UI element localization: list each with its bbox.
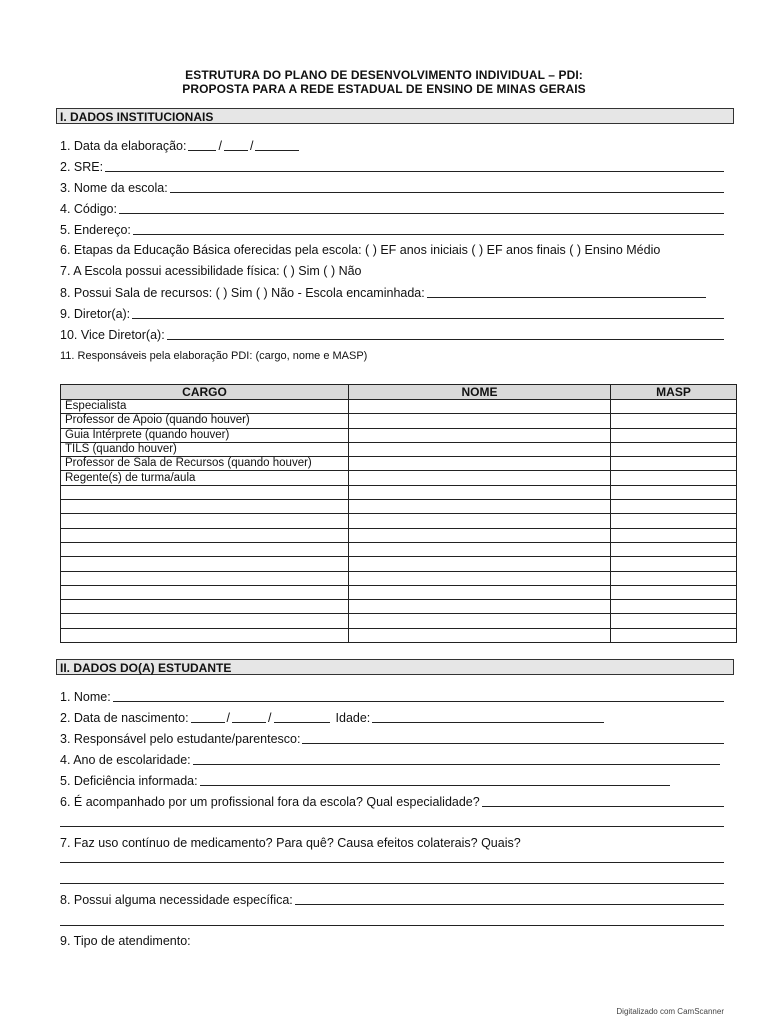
date-separator: /: [218, 139, 222, 153]
nome-cell[interactable]: [349, 414, 611, 428]
fill-line[interactable]: [193, 753, 720, 765]
field-external-professional[interactable]: [60, 793, 724, 809]
fill-line[interactable]: [302, 732, 724, 744]
table-row: [61, 428, 737, 442]
field-address[interactable]: [60, 221, 724, 237]
table-row: [61, 571, 737, 585]
field-label: 5. Endereço:: [60, 223, 131, 237]
document-title-line1: ESTRUTURA DO PLANO DE DESENVOLVIMENTO INDIVIDUAL – PDI:: [185, 68, 583, 82]
cargo-cell[interactable]: [61, 571, 349, 585]
day-blank[interactable]: [188, 139, 216, 151]
responsibles-table: [60, 384, 737, 643]
field-school-year[interactable]: [60, 751, 720, 767]
masp-cell[interactable]: [611, 500, 737, 514]
cargo-cell[interactable]: [61, 628, 349, 642]
scanner-watermark: Digitalizado com CamScanner: [616, 1007, 724, 1016]
nome-cell[interactable]: [349, 571, 611, 585]
field-label: 5. Deficiência informada:: [60, 774, 198, 788]
field-school-name[interactable]: [60, 179, 724, 195]
masp-cell[interactable]: [611, 442, 737, 456]
table-row: [61, 614, 737, 628]
cargo-cell[interactable]: [61, 528, 349, 542]
table-header-row: [61, 385, 737, 400]
field-guardian[interactable]: [60, 730, 724, 746]
year-blank[interactable]: [255, 139, 299, 151]
nome-cell[interactable]: [349, 500, 611, 514]
field-responsibles: 11. Responsáveis pela elaboração PDI: (cargo, nome e MASP): [60, 350, 368, 362]
table-row: [61, 500, 737, 514]
date-separator: /: [226, 711, 231, 725]
nome-cell[interactable]: [349, 428, 611, 442]
field-medication: 7. Faz uso contínuo de medicamento? Para quê? Causa efeitos colaterais? Quais?: [60, 836, 521, 850]
month-blank[interactable]: [224, 139, 248, 151]
cargo-cell[interactable]: [61, 542, 349, 556]
field-director[interactable]: [60, 305, 724, 321]
field-accessibility[interactable]: 7. A Escola possui acessibilidade física: ( ) Sim ( ) Não: [60, 264, 362, 278]
masp-cell[interactable]: [611, 457, 737, 471]
document-title-line2: PROPOSTA PARA A REDE ESTADUAL DE ENSINO DE MINAS GERAIS: [182, 82, 586, 96]
table-row: [61, 414, 737, 428]
field-label: 2. Data de nascimento:: [60, 711, 189, 725]
cargo-cell: TILS (quando houver): [61, 442, 349, 456]
masp-cell[interactable]: [611, 400, 737, 414]
field-label: 6. É acompanhado por um profissional fora da escola? Qual especialidade?: [60, 795, 480, 809]
cargo-cell[interactable]: [61, 614, 349, 628]
cargo-cell: Guia Intérprete (quando houver): [61, 428, 349, 442]
year-blank[interactable]: [274, 711, 330, 723]
masp-cell[interactable]: [611, 414, 737, 428]
cargo-cell[interactable]: [61, 600, 349, 614]
masp-cell[interactable]: [611, 471, 737, 485]
day-blank[interactable]: [191, 711, 225, 723]
nome-cell[interactable]: [349, 600, 611, 614]
table-row: [61, 442, 737, 456]
masp-cell[interactable]: [611, 485, 737, 499]
age-blank[interactable]: [372, 711, 604, 723]
table-row: [61, 628, 737, 642]
masp-cell[interactable]: [611, 514, 737, 528]
table-row: [61, 514, 737, 528]
field-label: 3. Responsável pelo estudante/parentesco:: [60, 732, 301, 746]
table-row: [61, 557, 737, 571]
month-blank[interactable]: [232, 711, 266, 723]
cargo-cell: Especialista: [61, 400, 349, 414]
nome-cell[interactable]: [349, 514, 611, 528]
nome-cell[interactable]: [349, 485, 611, 499]
fill-line[interactable]: [119, 202, 724, 214]
header-cargo: CARGO: [61, 385, 349, 400]
fill-line[interactable]: [482, 795, 724, 807]
age-label: Idade:: [335, 711, 371, 725]
header-masp: MASP: [611, 385, 737, 400]
field-vice-director[interactable]: [60, 326, 724, 342]
nome-cell[interactable]: [349, 471, 611, 485]
masp-cell[interactable]: [611, 585, 737, 599]
fill-line[interactable]: [113, 690, 724, 702]
table-row: [61, 457, 737, 471]
nome-cell[interactable]: [349, 528, 611, 542]
masp-cell[interactable]: [611, 571, 737, 585]
field-label: 9. Diretor(a):: [60, 307, 131, 321]
nome-cell[interactable]: [349, 442, 611, 456]
field-service-type: 9. Tipo de atendimento:: [60, 934, 191, 948]
cargo-cell[interactable]: [61, 500, 349, 514]
field-birth-date[interactable]: [60, 709, 604, 725]
field-label: 10. Vice Diretor(a):: [60, 328, 165, 342]
section-institutional-header: I. DADOS INSTITUCIONAIS: [56, 108, 734, 124]
table-row: [61, 542, 737, 556]
masp-cell[interactable]: [611, 557, 737, 571]
field-label: 3. Nome da escola:: [60, 181, 168, 195]
fill-line[interactable]: [105, 160, 724, 172]
masp-cell[interactable]: [611, 628, 737, 642]
nome-cell[interactable]: [349, 585, 611, 599]
fill-line[interactable]: [60, 925, 724, 926]
masp-cell[interactable]: [611, 428, 737, 442]
table-row: [61, 600, 737, 614]
field-education-stages[interactable]: 6. Etapas da Educação Básica oferecidas pela escola: ( ) EF anos iniciais ( ) EF anos finais ( ) Ensino Médio: [60, 243, 661, 257]
table-row: [61, 585, 737, 599]
header-nome: NOME: [349, 385, 611, 400]
nome-cell[interactable]: [349, 400, 611, 414]
section-student-header: II. DADOS DO(A) ESTUDANTE: [56, 659, 734, 675]
field-label: 4. Ano de escolaridade:: [60, 753, 191, 767]
fill-line[interactable]: [200, 774, 670, 786]
cargo-cell[interactable]: [61, 557, 349, 571]
field-resource-room[interactable]: [60, 284, 706, 300]
fill-line[interactable]: [60, 862, 724, 863]
cargo-cell[interactable]: [61, 585, 349, 599]
fill-line[interactable]: [295, 893, 724, 905]
fill-line[interactable]: [60, 883, 724, 884]
nome-cell[interactable]: [349, 628, 611, 642]
masp-cell[interactable]: [611, 542, 737, 556]
cargo-cell: Professor de Apoio (quando houver): [61, 414, 349, 428]
fill-line[interactable]: [60, 826, 724, 827]
nome-cell[interactable]: [349, 557, 611, 571]
date-separator: /: [268, 711, 272, 725]
cargo-cell[interactable]: [61, 514, 349, 528]
field-code[interactable]: [60, 200, 724, 216]
field-label: 8. Possui alguma necessidade específica:: [60, 893, 293, 907]
field-label: 1. Data da elaboração:: [60, 139, 187, 153]
field-disability[interactable]: [60, 772, 670, 788]
fill-line[interactable]: [427, 286, 706, 298]
table-row: [61, 485, 737, 499]
table-row: [61, 528, 737, 542]
cargo-cell: Regente(s) de turma/aula: [61, 471, 349, 485]
table-row: [61, 471, 737, 485]
masp-cell[interactable]: [611, 528, 737, 542]
table-row: [61, 400, 737, 414]
nome-cell[interactable]: [349, 457, 611, 471]
nome-cell[interactable]: [349, 614, 611, 628]
field-specific-need[interactable]: [60, 891, 724, 907]
fill-line[interactable]: [170, 181, 724, 193]
field-elaboration-date[interactable]: [60, 137, 299, 153]
cargo-cell: Professor de Sala de Recursos (quando houver): [61, 457, 349, 471]
field-sre[interactable]: [60, 158, 724, 174]
field-label: 2. SRE:: [60, 160, 104, 174]
fill-line[interactable]: [132, 307, 724, 319]
field-label: 8. Possui Sala de recursos: ( ) Sim ( ) Não - Escola encaminhada:: [60, 286, 425, 300]
fill-line[interactable]: [133, 223, 724, 235]
nome-cell[interactable]: [349, 542, 611, 556]
fill-line[interactable]: [167, 328, 724, 340]
field-label: 4. Código:: [60, 202, 117, 216]
masp-cell[interactable]: [611, 600, 737, 614]
date-separator: /: [249, 139, 254, 153]
cargo-cell[interactable]: [61, 485, 349, 499]
field-label: 1. Nome:: [60, 690, 111, 704]
field-student-name[interactable]: [60, 688, 724, 704]
masp-cell[interactable]: [611, 614, 737, 628]
